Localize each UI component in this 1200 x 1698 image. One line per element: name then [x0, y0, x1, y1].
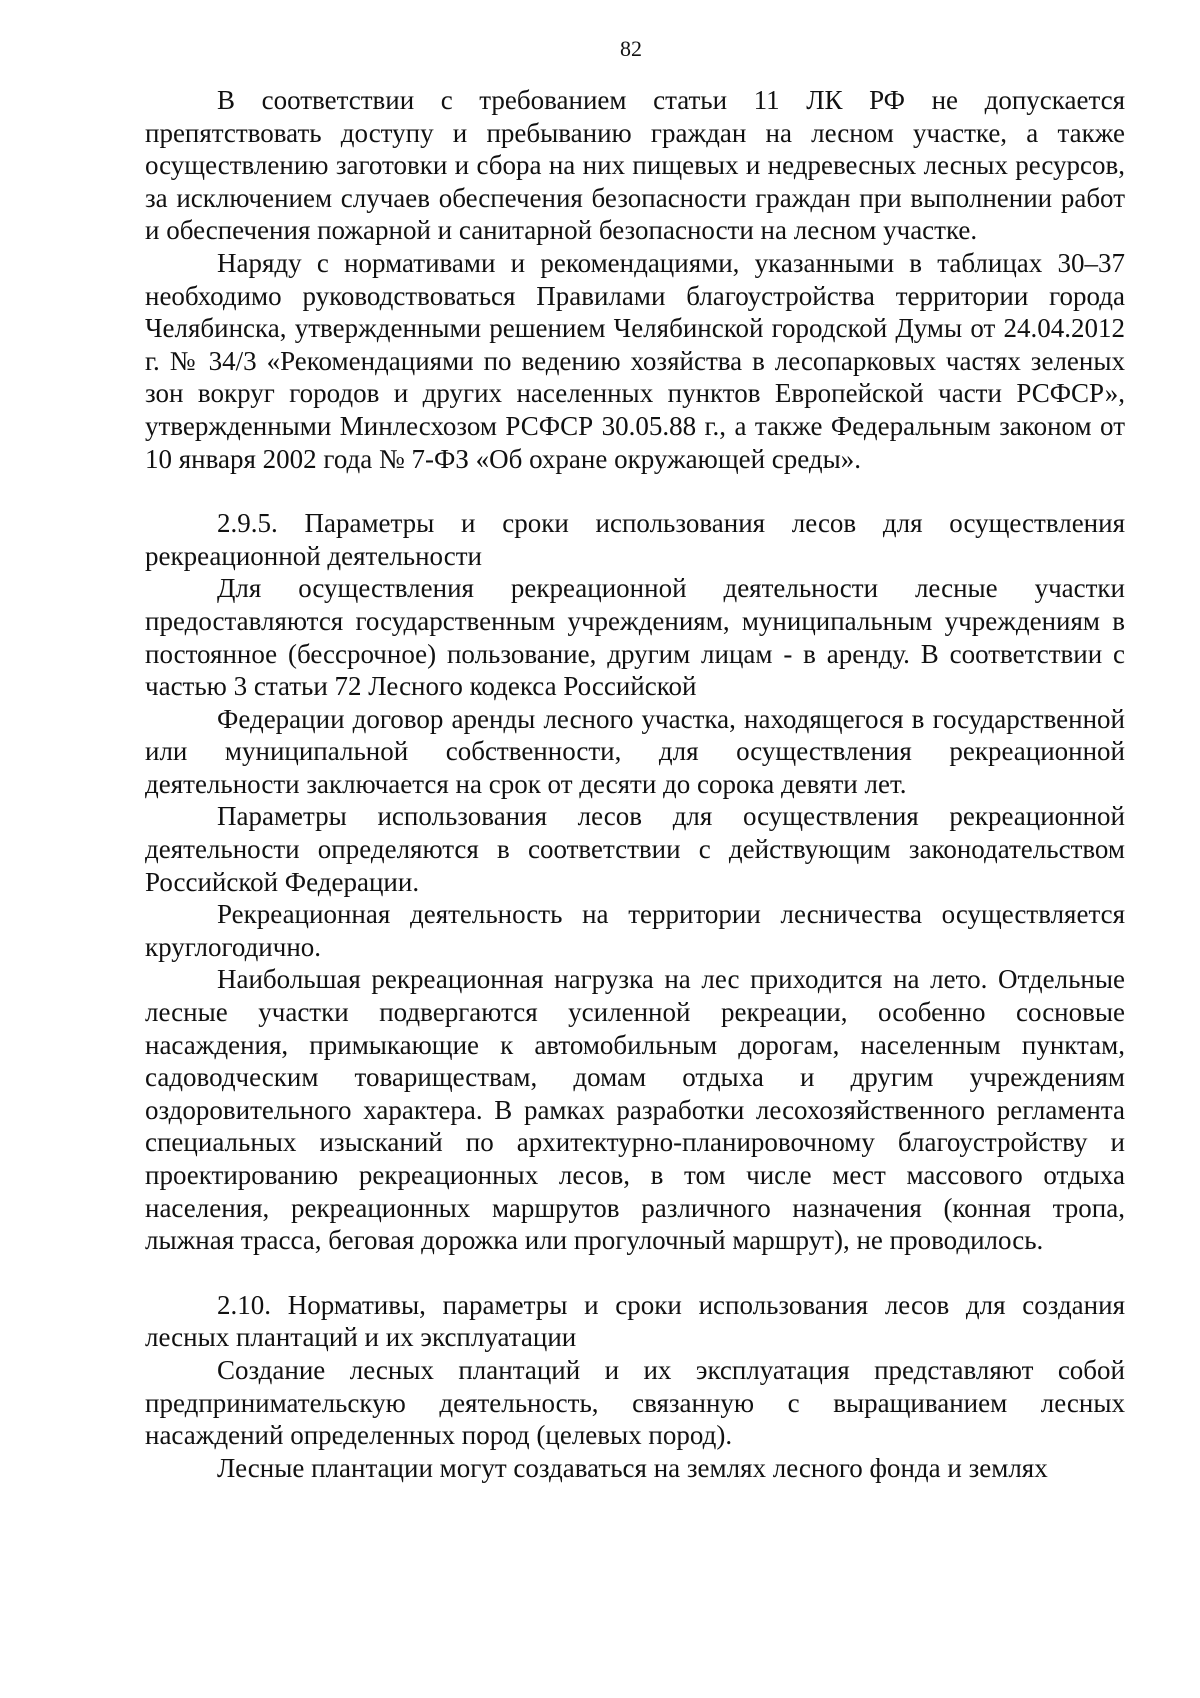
- paragraph-access-rights: В соответствии с требованием статьи 11 ЛК РФ не допускается препятствовать доступу и пребыванию граждан на лесном участке, а также осуществлению заготовки и сбора на них пищевых и недревесных лесных ресурсов, за исключением случаев обеспечения безопасности граждан при выполнении работ и обеспечения пожарной и санитарной безопасности на лесном участке.: [145, 85, 1125, 246]
- document-body: [145, 84, 1125, 1484]
- paragraph-lease-term: Федерации договор аренды лесного участка, находящегося в государственной или муниципальной собственности, для осуществления рекреационной деятельности заключается на срок от десяти до сорока девяти лет.: [145, 703, 1125, 799]
- section-gap: [145, 475, 1125, 507]
- paragraph-plantations-business: Создание лесных плантаций и их эксплуатация представляют собой предпринимательскую деятельность, связанную с выращиванием лесных насаждений определенных пород (целевых пород).: [145, 1354, 1125, 1451]
- paragraph-recreation-provision: Для осуществления рекреационной деятельности лесные участки предоставляются государственным учреждениям, муниципальным учреждениям в постоянное (бессрочное) пользование, другим лицам - в аренду. В соответствии с частью 3 статьи 72 Лесного кодекса Российской: [145, 573, 1125, 702]
- paragraph-recreation-parameters: Параметры использования лесов для осуществления рекреационной деятельности определяются в соответствии с действующим законодательством Российской Федерации.: [145, 801, 1125, 897]
- section-heading-2-10: 2.10. Нормативы, параметры и сроки использования лесов для создания лесных плантаций и их эксплуатации: [145, 1289, 1125, 1353]
- paragraph-year-round: Рекреационная деятельность на территории лесничества осуществляется круглогодично.: [145, 899, 1125, 962]
- paragraph-recreation-load: Наибольшая рекреационная нагрузка на лес приходится на лето. Отдельные лесные участки подвергаются усиленной рекреации, особенно сосновые насаждения, примыкающие к автомобильным дорогам, населенным пунктам, садоводческим товариществам, домам отдыха и другим учреждениям оздоровительного характера. В рамках разработки лесохозяйственного регламента специальных изысканий по архитектурно-планировочному благоустройству и проектированию рекреационных лесов, в том числе мест массового отдыха населения, рекреационных маршрутов различного назначения (конная тропа, лыжная трасса, беговая дорожка или прогулочный маршрут), не проводилось.: [145, 964, 1125, 1256]
- page-number: 82: [620, 36, 642, 61]
- paragraph-plantations-lands: Лесные плантации могут создаваться на землях лесного фонда и землях: [217, 1452, 1048, 1483]
- section-heading-2-9-5: 2.9.5. Параметры и сроки использования лесов для осуществления рекреационной деятельности: [145, 508, 1125, 571]
- section-gap: [145, 1257, 1125, 1289]
- paragraph-regulations: Наряду с нормативами и рекомендациями, указанными в таблицах 30–37 необходимо руководствоваться Правилами благоустройства территории города Челябинска, утвержденными решением Челябинской городской Думы от 24.04.2012 г. № 34/3 «Рекомендациями по ведению хозяйства в лесопарковых частях зеленых зон вокруг городов и других населенных пунктов Европейской части РСФСР», утвержденными Минлесхозом РСФСР 30.05.88 г., а также Федеральным законом от 10 января 2002 года № 7-ФЗ «Об охране окружающей среды».: [145, 247, 1125, 474]
